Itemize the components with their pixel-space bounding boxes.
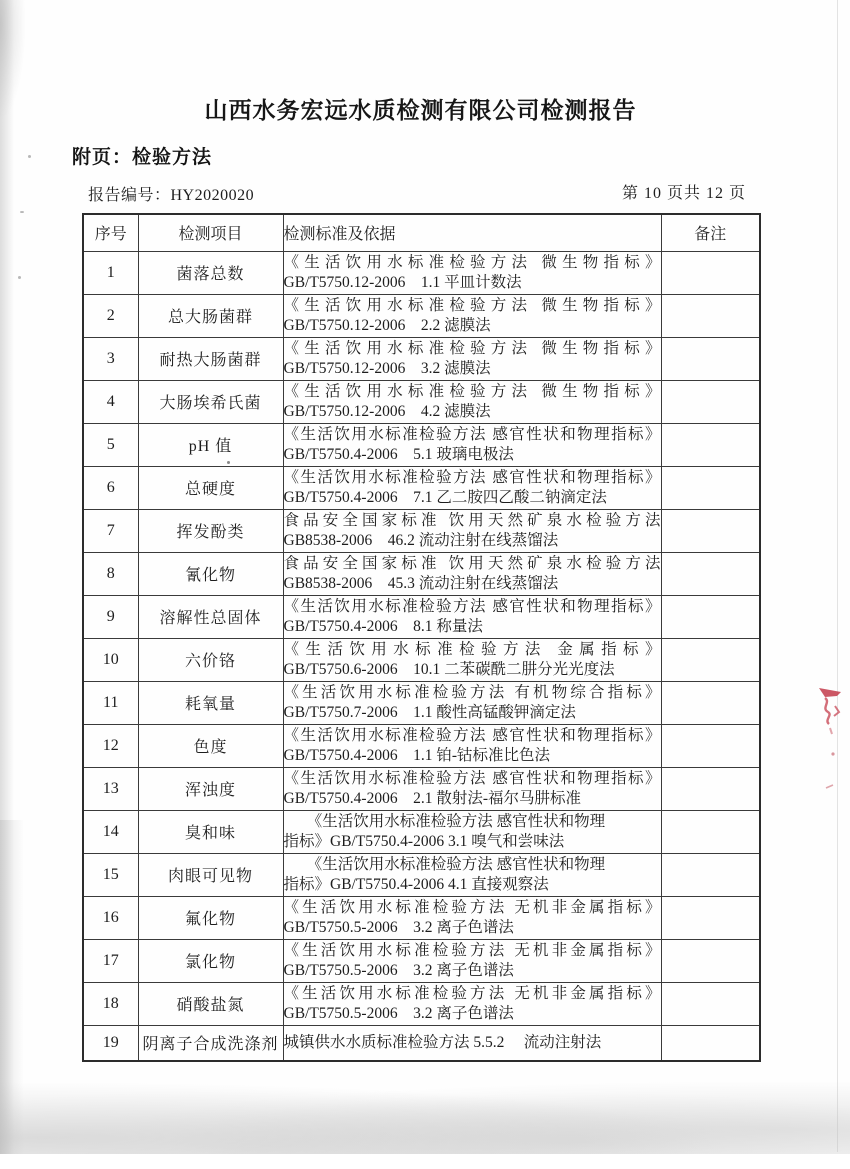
row-standard-cell [283, 294, 661, 337]
table-row [83, 1025, 760, 1061]
table-row [83, 982, 760, 1025]
table-row [83, 509, 760, 552]
row-remark-cell [661, 509, 760, 552]
row-remark-cell [661, 423, 760, 466]
row-standard-cell [283, 509, 661, 552]
table-row [83, 896, 760, 939]
row-no-cell: 16 [83, 896, 138, 939]
standard-line: GB/T5750.7-2006 1.1 酸性高锰酸钾滴定法 [283, 703, 576, 721]
standard-line: GB/T5750.5-2006 3.2 离子色谱法 [283, 961, 514, 979]
standard-line: 《生活饮用水标准检验方法 感官性状和物理指标》 [283, 769, 661, 787]
row-remark-cell [661, 1025, 760, 1061]
standard-line: 《生活饮用水标准检验方法 无机非金属指标》 [283, 984, 661, 1002]
row-item-cell: 六价铬 [138, 638, 283, 681]
row-no-cell: 11 [83, 681, 138, 724]
standard-line: GB8538-2006 45.3 流动注射在线蒸馏法 [283, 574, 559, 592]
row-item-cell: 菌落总数 [138, 251, 283, 294]
row-no-cell: 4 [83, 380, 138, 423]
standard-line: GB/T5750.4-2006 5.1 玻璃电极法 [283, 445, 514, 463]
row-item-cell: 氟化物 [138, 896, 283, 939]
table-row [83, 681, 760, 724]
table-row [83, 767, 760, 810]
row-remark-cell [661, 810, 760, 853]
row-no-cell: 9 [83, 595, 138, 638]
row-standard-cell [283, 767, 661, 810]
scan-speck [18, 276, 21, 279]
row-no-cell: 3 [83, 337, 138, 380]
scan-corner-shadow [0, 0, 26, 120]
table-row [83, 294, 760, 337]
row-standard-cell [283, 638, 661, 681]
row-no-cell: 12 [83, 724, 138, 767]
standard-line: 《生活饮用水标准检验方法 感官性状和物理指标》 [283, 726, 661, 744]
row-no-cell: 19 [83, 1025, 138, 1061]
scan-left-shadow-lower [0, 820, 24, 1169]
header-remark: 备注 [661, 214, 760, 251]
test-methods-table [82, 213, 761, 1062]
scan-right-paper-edge [837, 0, 838, 1152]
standard-line: GB/T5750.4-2006 8.1 称量法 [283, 617, 483, 635]
row-item-cell: 氯化物 [138, 939, 283, 982]
header-no: 序号 [83, 214, 138, 251]
row-remark-cell [661, 767, 760, 810]
page-indicator: 第 10 页共 12 页 [621, 185, 746, 202]
row-no-cell: 15 [83, 853, 138, 896]
row-item-cell: 溶解性总固体 [138, 595, 283, 638]
row-standard-cell [283, 896, 661, 939]
row-item-cell: 臭和味 [138, 810, 283, 853]
row-item-cell: pH 值 [138, 423, 283, 466]
table-header-row [83, 214, 760, 251]
row-standard-cell [283, 595, 661, 638]
row-remark-cell [661, 896, 760, 939]
header-item: 检测项目 [138, 214, 283, 251]
row-item-cell: 色度 [138, 724, 283, 767]
row-remark-cell [661, 939, 760, 982]
standard-line: GB/T5750.12-2006 2.2 滤膜法 [283, 316, 491, 334]
standard-line: 《生活饮用水标准检验方法 微生物指标》 [283, 339, 661, 357]
row-standard-cell [283, 810, 661, 853]
row-remark-cell [661, 552, 760, 595]
table-row [83, 939, 760, 982]
row-no-cell: 6 [83, 466, 138, 509]
row-no-cell: 1 [83, 251, 138, 294]
row-item-cell: 肉眼可见物 [138, 853, 283, 896]
row-no-cell: 8 [83, 552, 138, 595]
row-no-cell: 14 [83, 810, 138, 853]
table-row [83, 251, 760, 294]
table-row [83, 380, 760, 423]
row-standard-cell [283, 982, 661, 1025]
scan-bottom-noise [0, 1072, 850, 1154]
row-no-cell: 18 [83, 982, 138, 1025]
standard-line: 《生活饮用水标准检验方法 金属指标》 [283, 640, 661, 658]
standard-line: 《生活饮用水标准检验方法 无机非金属指标》 [283, 898, 661, 916]
row-standard-cell [283, 552, 661, 595]
standard-line: GB/T5750.6-2006 10.1 二苯碳酰二肼分光光度法 [283, 660, 615, 678]
scanner-background-strip [0, 1154, 850, 1169]
standard-line: GB/T5750.12-2006 4.2 滤膜法 [283, 402, 491, 420]
row-remark-cell [661, 251, 760, 294]
standard-line: 《生活饮用水标准检验方法 微生物指标》 [283, 296, 661, 314]
row-no-cell: 17 [83, 939, 138, 982]
table-row [83, 552, 760, 595]
row-item-cell: 阴离子合成洗涤剂 [138, 1025, 283, 1061]
page-title: 山西水务宏远水质检测有限公司检测报告 [204, 97, 637, 123]
row-remark-cell [661, 337, 760, 380]
standard-line: 《生活饮用水标准检验方法 感官性状和物理指标》 [283, 597, 661, 615]
header-standard: 检测标准及依据 [283, 214, 661, 251]
standard-line: 《生活饮用水标准检验方法 感官性状和物理指标》 [283, 468, 661, 486]
row-standard-cell [283, 939, 661, 982]
standard-line: 食品安全国家标准 饮用天然矿泉水检验方法 [283, 511, 661, 529]
table-row [83, 595, 760, 638]
standard-line: GB8538-2006 46.2 流动注射在线蒸馏法 [283, 531, 559, 549]
row-item-cell: 挥发酚类 [138, 509, 283, 552]
standard-line: GB/T5750.12-2006 1.1 平皿计数法 [283, 273, 522, 291]
row-remark-cell [661, 638, 760, 681]
table-row [83, 423, 760, 466]
row-standard-cell [283, 1025, 661, 1061]
standard-line: 城镇供水水质标准检验方法 5.5.2 流动注射法 [283, 1033, 602, 1051]
table-row [83, 853, 760, 896]
scan-speck [28, 155, 31, 158]
row-standard-cell [283, 466, 661, 509]
row-no-cell: 7 [83, 509, 138, 552]
row-item-cell: 浑浊度 [138, 767, 283, 810]
row-remark-cell [661, 294, 760, 337]
row-standard-cell [283, 724, 661, 767]
standard-line: 《生活饮用水标准检验方法 无机非金属指标》 [283, 941, 661, 959]
table-row [83, 724, 760, 767]
standard-line: GB/T5750.4-2006 2.1 散射法-福尔马肼标准 [283, 789, 582, 807]
section-label: 附页：检验方法 [72, 147, 213, 168]
standard-line: 指标》GB/T5750.4-2006 4.1 直接观察法 [283, 875, 549, 893]
standard-line: GB/T5750.5-2006 3.2 离子色谱法 [283, 918, 514, 936]
table-row [83, 810, 760, 853]
scan-speck [20, 211, 24, 213]
standard-line: 《生活饮用水标准检验方法 感官性状和物理指标》 [283, 425, 661, 443]
table-row [83, 638, 760, 681]
row-standard-cell [283, 251, 661, 294]
row-standard-cell [283, 337, 661, 380]
row-no-cell: 10 [83, 638, 138, 681]
row-item-cell: 总大肠菌群 [138, 294, 283, 337]
row-remark-cell [661, 595, 760, 638]
standard-line: 《生活饮用水标准检验方法 有机物综合指标》 [283, 683, 661, 701]
row-remark-cell [661, 681, 760, 724]
row-remark-cell [661, 853, 760, 896]
standard-line: GB/T5750.4-2006 1.1 铂-钴标准比色法 [283, 746, 551, 764]
row-remark-cell [661, 724, 760, 767]
standard-line: 食品安全国家标准 饮用天然矿泉水检验方法 [283, 554, 661, 572]
row-no-cell: 2 [83, 294, 138, 337]
red-stamp-artifact-icon [813, 682, 847, 802]
table-row [83, 466, 760, 509]
row-item-cell: 总硬度 [138, 466, 283, 509]
row-remark-cell [661, 982, 760, 1025]
standard-line: GB/T5750.4-2006 7.1 乙二胺四乙酸二钠滴定法 [283, 488, 607, 506]
row-item-cell: 大肠埃希氏菌 [138, 380, 283, 423]
standard-line: 《生活饮用水标准检验方法 微生物指标》 [283, 253, 661, 271]
row-item-cell: 硝酸盐氮 [138, 982, 283, 1025]
standard-line: GB/T5750.12-2006 3.2 滤膜法 [283, 359, 491, 377]
row-no-cell: 13 [83, 767, 138, 810]
row-remark-cell [661, 380, 760, 423]
row-standard-cell [283, 681, 661, 724]
report-number: 报告编号：HY2020020 [88, 187, 255, 204]
row-remark-cell [661, 466, 760, 509]
row-item-cell: 氰化物 [138, 552, 283, 595]
table-row [83, 337, 760, 380]
standard-line: GB/T5750.5-2006 3.2 离子色谱法 [283, 1004, 514, 1022]
standard-line: 《生活饮用水标准检验方法 感官性状和物理 [283, 812, 606, 830]
row-no-cell: 5 [83, 423, 138, 466]
row-standard-cell [283, 423, 661, 466]
row-item-cell: 耗氧量 [138, 681, 283, 724]
standard-line: 《生活饮用水标准检验方法 感官性状和物理 [283, 855, 606, 873]
row-standard-cell [283, 380, 661, 423]
standard-line: 指标》GB/T5750.4-2006 3.1 嗅气和尝味法 [283, 832, 565, 850]
standard-line: 《生活饮用水标准检验方法 微生物指标》 [283, 382, 661, 400]
row-item-cell: 耐热大肠菌群 [138, 337, 283, 380]
row-standard-cell [283, 853, 661, 896]
meta-row [82, 180, 759, 204]
